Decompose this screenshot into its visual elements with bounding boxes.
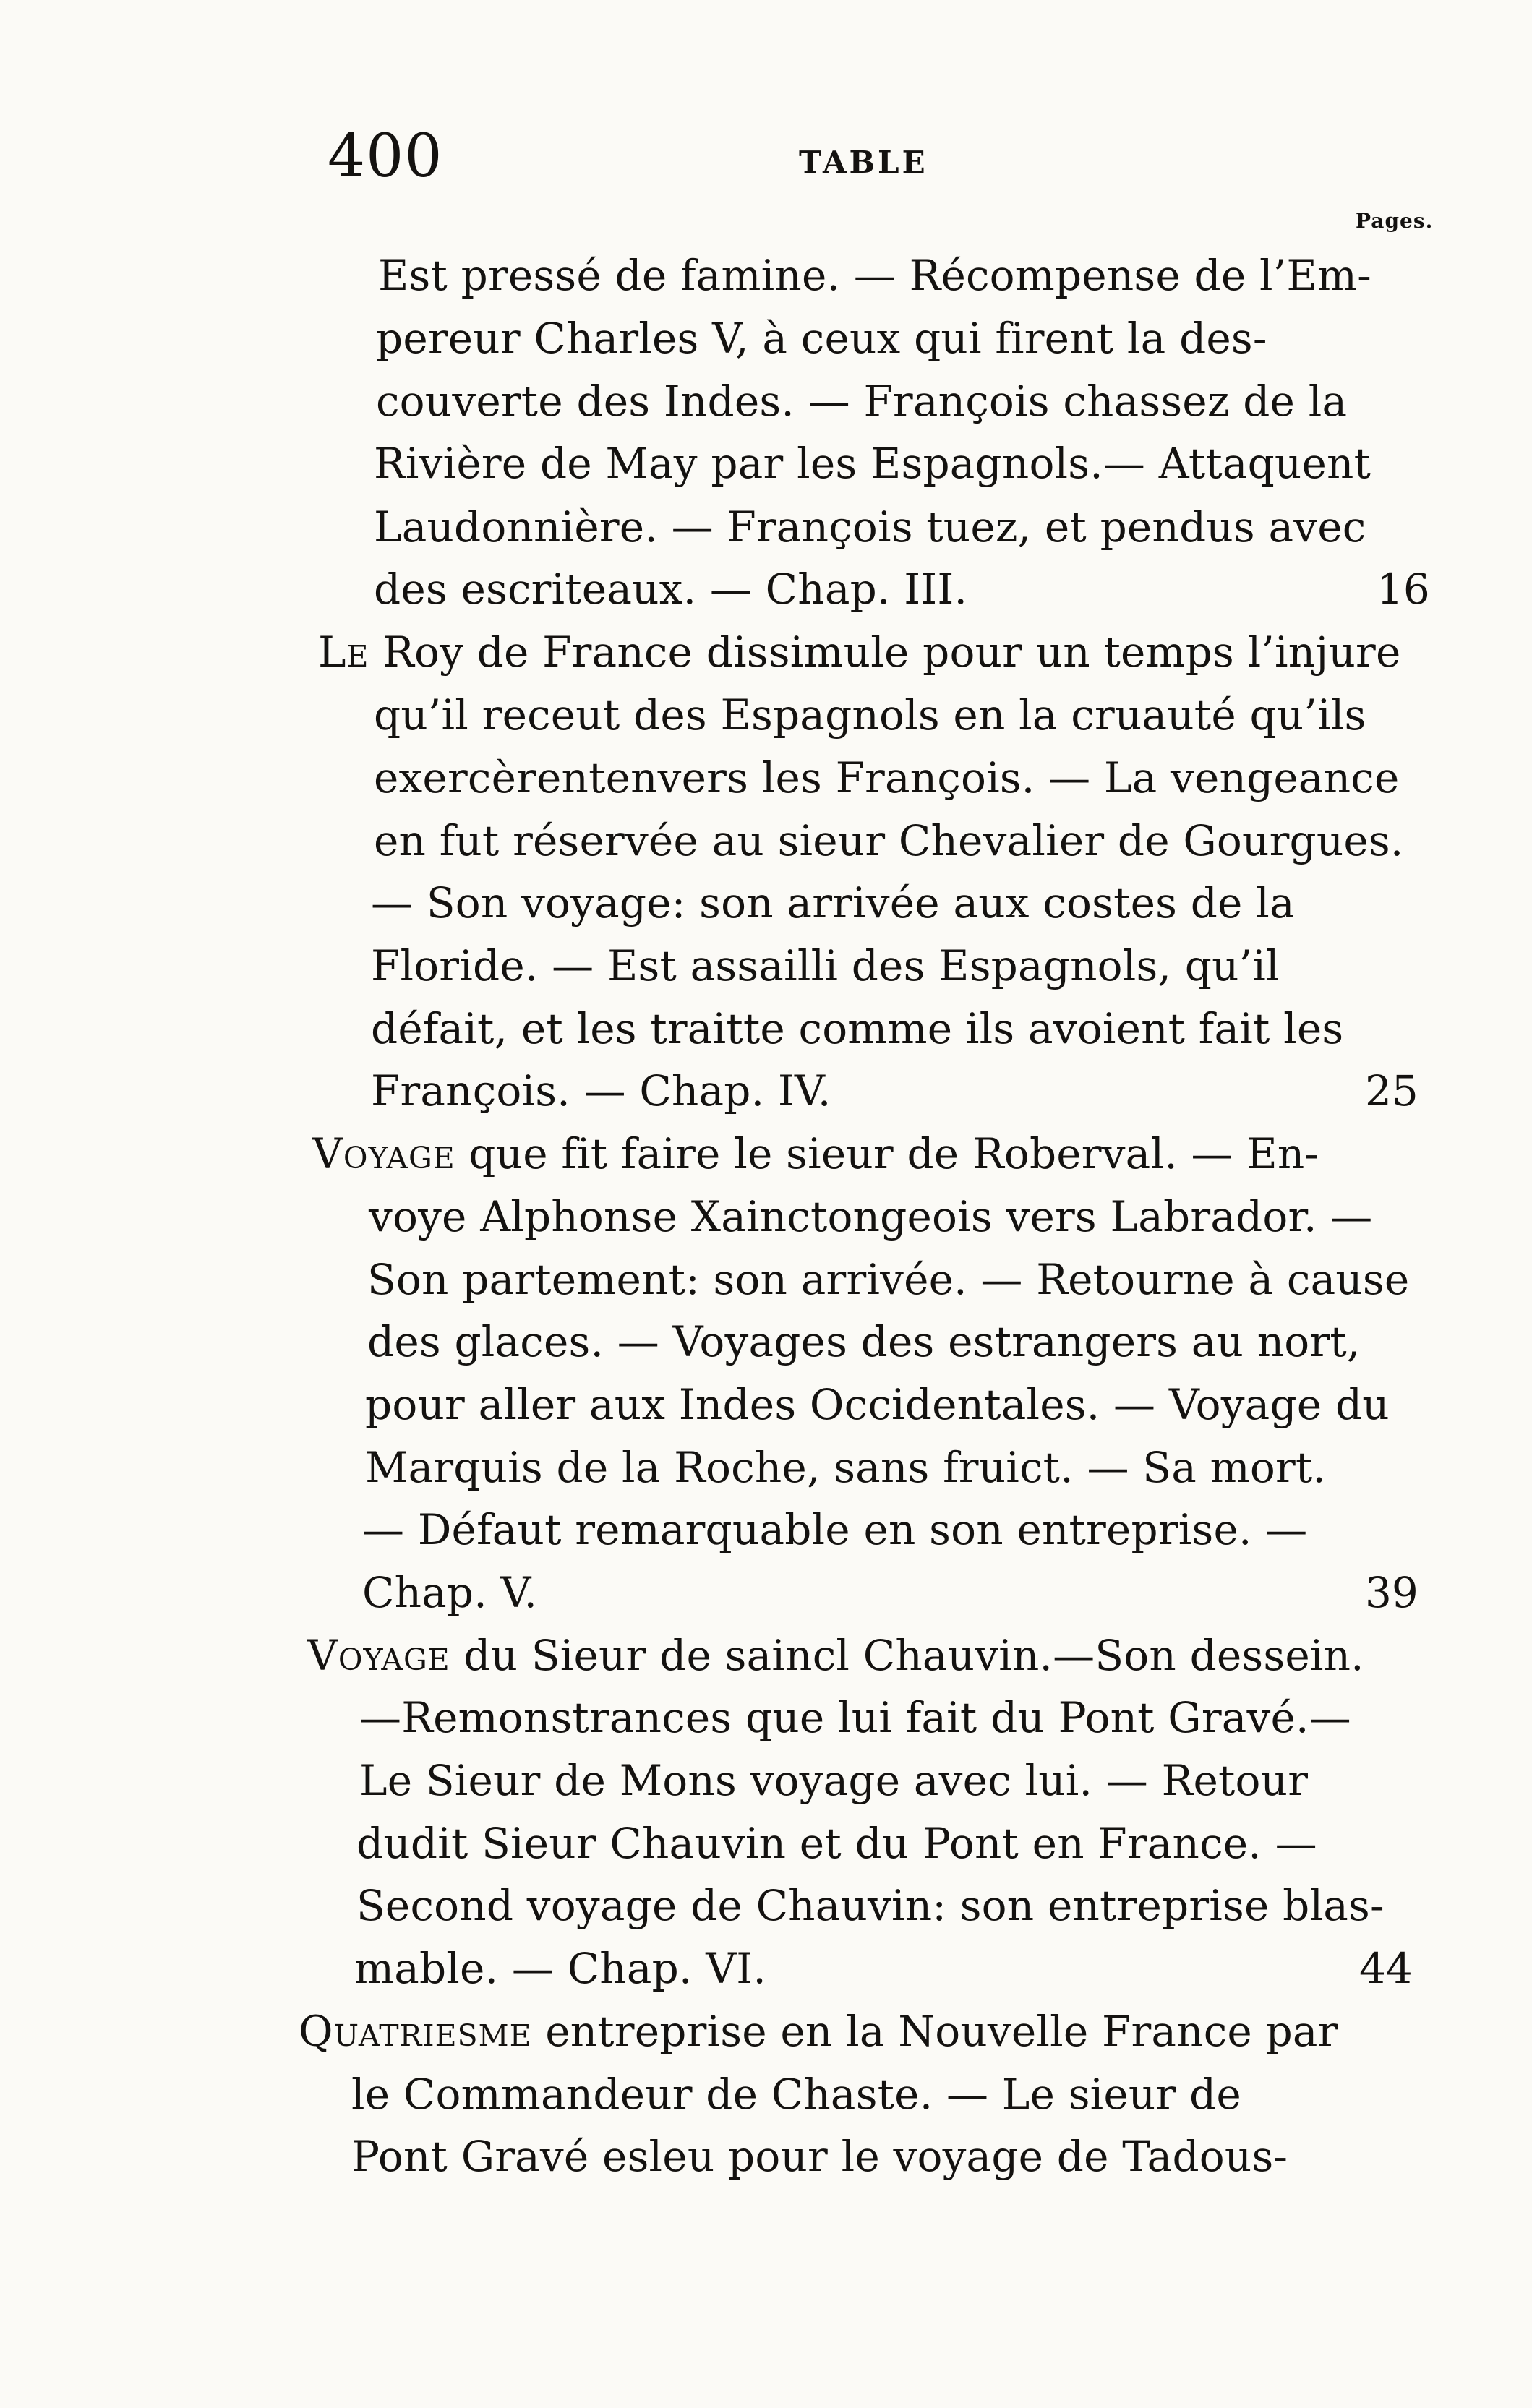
entry-line <box>378 251 1371 300</box>
entry-line: couverte des Indes. — François chassez de la <box>376 377 1348 426</box>
entry-text: Roy de France dissimule pour un temps l’injure <box>369 627 1401 677</box>
entry-line <box>299 2007 1338 2056</box>
running-title: TABLE <box>799 145 928 180</box>
pages-column-label: Pages. <box>1356 209 1434 233</box>
page-reference: 39 <box>1365 1568 1418 1617</box>
entry-line: Rivière de May par les Espagnols.— Attaquent <box>374 439 1371 488</box>
entry-text: Est pressé de famine. — Récompense de l’Em- <box>378 251 1371 300</box>
entry-line: mable. — Chap. VI. <box>354 1944 767 1993</box>
entry-line: Chap. V. <box>362 1568 538 1617</box>
entry-line: Son partement: son arrivée. — Retourne à cause <box>367 1255 1410 1304</box>
entry-line: des glaces. — Voyages des estrangers au nort, <box>367 1317 1361 1366</box>
entry-text: du Sieur de saincl Chauvin.—Son dessein. <box>450 1631 1364 1680</box>
entry-text: entreprise en la Nouvelle France par <box>531 2007 1338 2056</box>
entry-line: Second voyage de Chauvin: son entreprise blas- <box>356 1881 1385 1930</box>
entry-line: Laudonnière. — François tuez, et pendus avec <box>374 502 1366 552</box>
page-reference: 25 <box>1365 1066 1418 1115</box>
entry-line: défait, et les traitte comme ils avoient fait les <box>371 1004 1344 1053</box>
entry-line: en fut réservée au sieur Chevalier de Gourgues. <box>374 816 1404 865</box>
entry-line: pour aller aux Indes Occidentales. — Voyage du <box>365 1380 1390 1429</box>
entry-lead-word: Quatriesme <box>299 2007 532 2056</box>
entry-lead-word: Le <box>318 627 369 677</box>
entry-line: pereur Charles V, à ceux qui firent la des- <box>376 314 1267 363</box>
entry-line <box>318 627 1401 677</box>
page-reference: 44 <box>1359 1944 1413 1993</box>
entry-text: que fit faire le sieur de Roberval. — En- <box>455 1129 1319 1178</box>
page-reference: 16 <box>1377 565 1430 614</box>
entry-line: — Défaut remarquable en son entreprise. — <box>362 1505 1308 1554</box>
entry-line: voye Alphonse Xainctongeois vers Labrador. — <box>369 1192 1373 1241</box>
entry-line <box>307 1631 1364 1680</box>
entry-line: exercèrentenvers les François. — La vengeance <box>374 753 1400 802</box>
entry-line <box>312 1129 1319 1178</box>
entry-line: Floride. — Est assailli des Espagnols, qu’il <box>371 941 1280 990</box>
entry-line: Pont Gravé esleu pour le voyage de Tadous- <box>351 2132 1288 2181</box>
entry-lead-word: Voyage <box>312 1129 455 1178</box>
entry-line: le Commandeur de Chaste. — Le sieur de <box>351 2070 1241 2119</box>
entry-line: qu’il receut des Espagnols en la cruauté qu’ils <box>374 690 1366 740</box>
entry-line: —Remonstrances que lui fait du Pont Gravé.— <box>359 1693 1351 1742</box>
entry-lead-word: Voyage <box>307 1631 450 1680</box>
entry-line: Marquis de la Roche, sans fruict. — Sa mort. <box>365 1443 1327 1492</box>
page-number: 400 <box>328 122 443 191</box>
entry-line: — Son voyage: son arrivée aux costes de la <box>371 878 1295 927</box>
entry-line: François. — Chap. IV. <box>371 1066 831 1115</box>
entry-line: Le Sieur de Mons voyage avec lui. — Retour <box>359 1756 1309 1805</box>
entry-line: des escriteaux. — Chap. III. <box>374 565 968 614</box>
entry-line: dudit Sieur Chauvin et du Pont en France. — <box>356 1819 1317 1868</box>
